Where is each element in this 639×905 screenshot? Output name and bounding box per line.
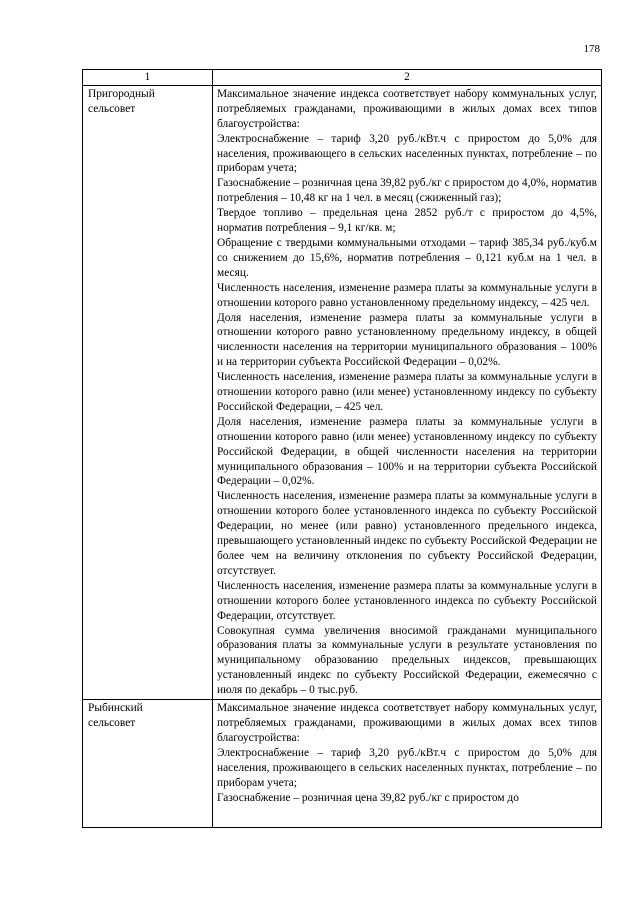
- paragraph: Численность населения, изменение размера платы за коммунальные услуги в отношении которого более установленного индекса по субъекту Российской Федерации, но менее (или равно) установленного предельного индекса, превышающего установленный индекс по субъекту Российской Федерации не более чем на величину отклонения по субъекту Российской Федерации, отсутствует.: [217, 490, 597, 577]
- paragraph: Доля населения, изменение размера платы за коммунальные услуги в отношении которого равно установленному предельному индексу, в общей численности населения на территории муниципального образования – 100% и на территории субъекта Российской Федерации – 0,02%.: [217, 311, 597, 369]
- document-table: [82, 69, 602, 828]
- municipality-name-text: Пригородный сельсовет: [88, 87, 155, 115]
- paragraph: Численность населения, изменение размера платы за коммунальные услуги в отношении которого равно установленному предельному индексу, – 425 чел.: [217, 281, 597, 309]
- table-row: [83, 700, 602, 828]
- indicator-description: [213, 85, 602, 699]
- municipality-name: [83, 85, 213, 699]
- clipped-content: [217, 701, 597, 826]
- table-header-row: [83, 70, 602, 86]
- paragraph: Обращение с твердыми коммунальными отходами – тариф 385,34 руб./куб.м со снижением до 15,6%, норматив потребления – 0,121 куб.м на 1 чел. в месяц.: [217, 236, 597, 279]
- paragraph: Электроснабжение – тариф 3,20 руб./кВт.ч с приростом до 5,0% для населения, проживающего в сельских населенных пунктах, потребление – по приборам учета;: [217, 132, 597, 175]
- paragraph: Численность населения, изменение размера платы за коммунальные услуги в отношении которого более установленного индекса по субъекту Российской Федерации, отсутствует.: [217, 579, 597, 622]
- municipality-name: [83, 700, 213, 828]
- paragraph: Доля населения, изменение размера платы за коммунальные услуги в отношении которого равно (или менее) установленному индексу по субъекту Российской Федерации, в общей численности населения на территории муниципального образования – 100% и на территории субъекта Российской Федерации – 0,02%.: [217, 415, 597, 488]
- page-number: 178: [583, 43, 600, 55]
- paragraph: Газоснабжение – розничная цена 39,82 руб./кг с приростом до: [217, 791, 519, 804]
- paragraph: Электроснабжение – тариф 3,20 руб./кВт.ч с приростом до 5,0% для населения, проживающего в сельских населенных пунктах, потребление – по приборам учета;: [217, 746, 597, 789]
- indicator-description: [213, 700, 602, 828]
- paragraph: Твердое топливо – предельная цена 2852 руб./т с приростом до 4,5%, норматив потребления – 9,1 кг/кв. м;: [217, 207, 597, 235]
- table-row: [83, 85, 602, 699]
- municipality-name-text: Рыбинский сельсовет: [88, 702, 143, 729]
- paragraph: Максимальное значение индекса соответствует набору коммунальных услуг, потребляемых гражданами, проживающими в жилых домах всех типов благоустройства:: [217, 87, 597, 130]
- paragraph: Газоснабжение – розничная цена 39,82 руб./кг с приростом до 4,0%, норматив потребления – 10,48 кг на 1 чел. в месяц (сжиженный газ);: [217, 177, 597, 205]
- paragraph: Максимальное значение индекса соответствует набору коммунальных услуг, потребляемых гражданами, проживающими в жилых домах всех типов благоустройства:: [217, 702, 597, 744]
- paragraph: Совокупная сумма увеличения вносимой гражданами муниципального образования платы за коммунальные услуги в результате установления по муниципальному образованию предельных индексов, превышающих установленный индекс по субъекту Российской Федерации, ежемесячно с июля по декабрь – 0 тыс.руб.: [217, 624, 597, 697]
- column-header-1: 1: [83, 70, 213, 86]
- column-header-2: 2: [213, 70, 602, 86]
- paragraph: Численность населения, изменение размера платы за коммунальные услуги в отношении которого равно (или менее) установленному индексу по субъекту Российской Федерации, – 425 чел.: [217, 371, 597, 413]
